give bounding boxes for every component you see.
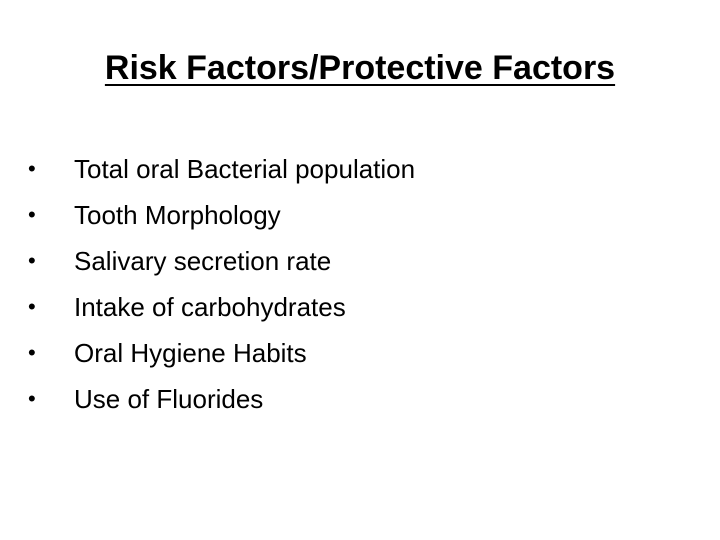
- bullet-item: [28, 238, 415, 284]
- slide-title: Risk Factors/Protective Factors: [104, 49, 616, 87]
- bullet-item: [28, 192, 415, 238]
- bullet-item: [28, 330, 415, 376]
- bullet-text: Oral Hygiene Habits: [74, 337, 307, 368]
- bullet-icon: •: [28, 386, 36, 411]
- bullet-icon: •: [28, 294, 36, 319]
- bullet-text: Total oral Bacterial population: [74, 153, 416, 184]
- bullet-list: [28, 146, 415, 422]
- bullet-icon: •: [28, 202, 36, 227]
- bullet-item: [28, 376, 415, 422]
- bullet-text: Salivary secretion rate: [74, 245, 332, 276]
- bullet-text: Intake of carbohydrates: [74, 291, 346, 322]
- bullet-text: Tooth Morphology: [74, 199, 281, 230]
- bullet-item: [28, 284, 415, 330]
- bullet-icon: •: [28, 156, 36, 181]
- bullet-icon: •: [28, 340, 36, 365]
- bullet-icon: •: [28, 248, 36, 273]
- bullet-item: [28, 146, 415, 192]
- bullet-text: Use of Fluorides: [74, 383, 264, 414]
